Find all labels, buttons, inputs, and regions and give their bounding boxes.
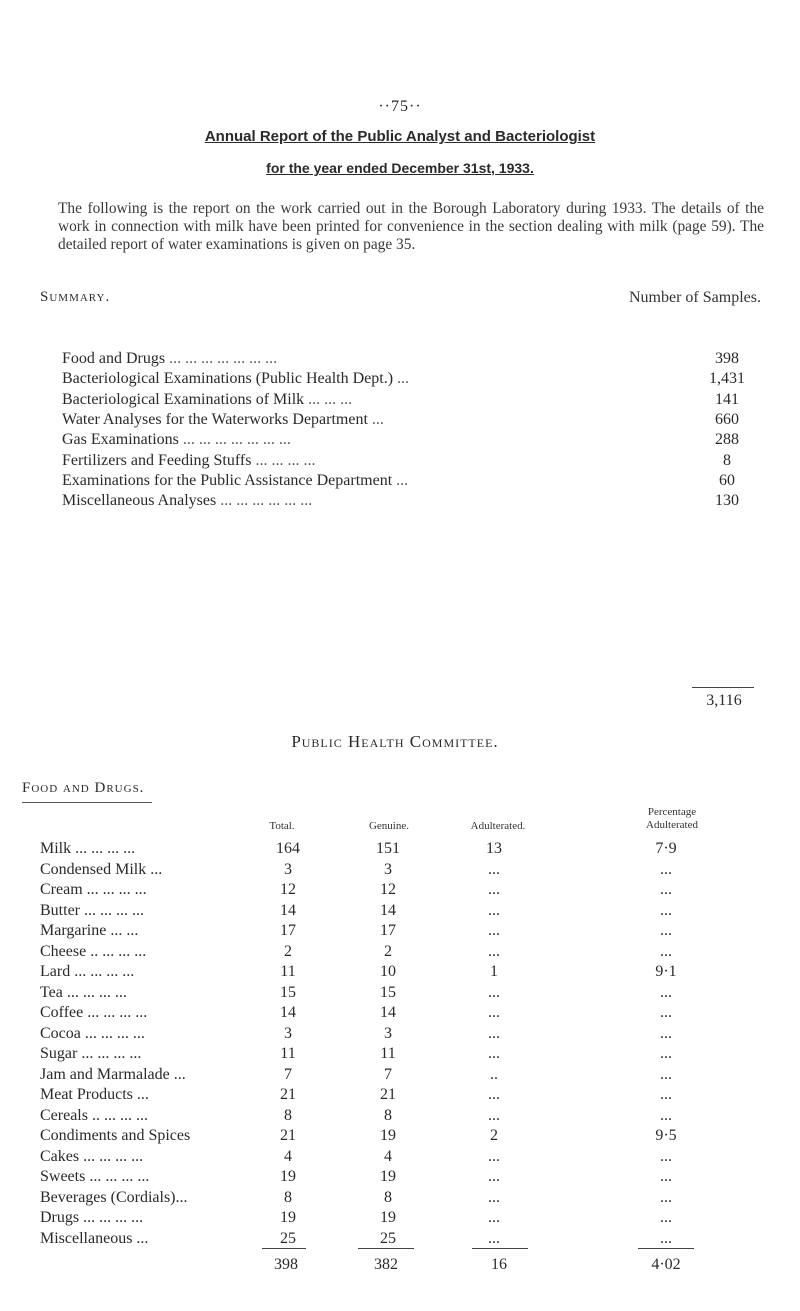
summary-row-value: 288: [715, 431, 739, 449]
food-item-percentage: ...: [660, 1147, 672, 1165]
total-total: 398: [274, 1256, 298, 1273]
food-item-total: 12: [280, 881, 296, 898]
food-item-name: Cheese .. ... ... ...: [40, 942, 147, 960]
summary-total-rule: [692, 687, 754, 688]
food-item-adulterated: ...: [488, 1229, 500, 1247]
summary-row-label: [62, 472, 408, 490]
leader-dots: ... ... ... ... ... ... ...: [178, 431, 291, 449]
food-item-genuine: 19: [380, 1168, 396, 1185]
food-item-percentage: ...: [660, 881, 672, 898]
food-item-genuine: 15: [380, 983, 396, 1001]
food-item-percentage: ...: [660, 1024, 672, 1042]
food-item-name: Margarine ... ...: [40, 922, 139, 939]
col-header-total: Total.: [269, 820, 295, 832]
food-item-genuine: 14: [380, 1004, 396, 1021]
food-item-name: Meat Products ...: [40, 1086, 149, 1103]
food-item-adulterated: 1: [490, 963, 498, 980]
leader-dots: ... ... ... ... ... ...: [216, 492, 313, 510]
food-item-genuine: 11: [380, 1045, 396, 1062]
food-item-genuine: 151: [376, 840, 400, 857]
summary-row-value: 1,431: [709, 370, 745, 388]
total-genuine: 382: [374, 1256, 398, 1273]
food-item-adulterated: ...: [488, 901, 500, 919]
food-item-adulterated: 2: [490, 1127, 498, 1144]
food-item-total: 21: [280, 1086, 296, 1103]
summary-row: [62, 370, 772, 390]
summary-row-label-text: Bacteriological Examinations of Milk: [62, 390, 305, 408]
summary-row-value: 398: [715, 350, 739, 367]
table-row: [40, 1107, 770, 1129]
food-item-adulterated: ...: [488, 1086, 500, 1103]
food-heading: Food and Drugs.: [22, 780, 145, 796]
food-item-adulterated: ...: [488, 860, 500, 878]
summary-row-label-text: Food and Drugs: [62, 350, 166, 367]
leader-dots: ...: [393, 370, 410, 388]
summary-row: [62, 492, 772, 512]
table-row: [40, 1189, 770, 1211]
table-row: [40, 1209, 770, 1231]
total-percentage: 4·02: [651, 1256, 681, 1273]
col-header-percentage: Percentage Adulterated: [646, 806, 698, 831]
food-item-total: 25: [280, 1229, 296, 1247]
report-title: [0, 128, 800, 145]
intro-paragraph: The following is the report on the work carried out in the Borough Laboratory during 1933. The details of the work in connection with milk have been printed for convenience in the section dealing with milk (page 59). The detailed report of water examinations is given on page 35.: [58, 200, 764, 253]
summary-row: [62, 452, 772, 472]
food-item-percentage: ...: [660, 983, 672, 1001]
food-item-genuine: 8: [384, 1188, 392, 1206]
summary-row: [62, 350, 772, 370]
food-item-adulterated: ...: [488, 942, 500, 960]
table-row: [40, 943, 770, 965]
food-item-adulterated: ...: [488, 1024, 500, 1042]
food-item-total: 21: [280, 1127, 296, 1144]
summary-row-label: [62, 391, 352, 409]
food-item-genuine: 2: [384, 942, 392, 960]
summary-row-label-text: Water Analyses for the Waterworks Department: [62, 410, 368, 428]
food-item-percentage: ...: [660, 1168, 672, 1185]
table-row: [40, 1066, 770, 1088]
leader-dots: ...: [392, 471, 409, 489]
food-item-name: Lard ... ... ... ...: [40, 963, 135, 980]
food-item-genuine: 21: [380, 1086, 396, 1103]
table-row: [40, 922, 770, 944]
food-item-genuine: 3: [384, 860, 392, 878]
table-row: [40, 902, 770, 924]
report-subtitle: [0, 160, 800, 176]
food-item-name: Cream ... ... ... ...: [40, 881, 147, 898]
food-item-adulterated: ...: [488, 1004, 500, 1021]
summary-total: 3,116: [706, 692, 742, 709]
food-item-adulterated: ..: [490, 1065, 498, 1083]
col-header-adulterated: Adulterated.: [470, 820, 526, 832]
summary-row-label: [62, 411, 384, 429]
table-row: [40, 840, 770, 862]
table-row: [40, 1168, 770, 1190]
food-item-percentage: ...: [660, 1106, 672, 1124]
food-item-name: Beverages (Cordials)...: [40, 1188, 188, 1206]
leader-dots: ... ... ...: [304, 390, 353, 408]
food-item-name: Milk ... ... ... ...: [40, 840, 136, 857]
food-item-adulterated: 13: [486, 840, 502, 857]
summary-row-label-text: Examinations for the Public Assistance Department: [62, 471, 393, 489]
food-item-adulterated: ...: [488, 1168, 500, 1185]
food-item-name: Jam and Marmalade ...: [40, 1065, 186, 1083]
food-item-percentage: ...: [660, 1004, 672, 1021]
food-item-total: 15: [280, 983, 296, 1001]
food-item-percentage: ...: [660, 1065, 672, 1083]
table-row: [40, 963, 770, 985]
table-row: [40, 1086, 770, 1108]
food-item-total: 19: [280, 1168, 296, 1185]
total-rule-percentage: [638, 1248, 694, 1249]
food-item-genuine: 4: [384, 1147, 392, 1165]
summary-row-value: 130: [715, 492, 739, 510]
food-item-percentage: ...: [660, 922, 672, 939]
food-item-name: Cocoa ... ... ... ...: [40, 1024, 145, 1042]
food-item-name: Butter ... ... ... ...: [40, 901, 144, 919]
food-item-genuine: 3: [384, 1024, 392, 1042]
summary-row: [62, 431, 772, 451]
report-title-text: Annual Report of the Public Analyst and Bacteriologist: [204, 128, 596, 145]
food-item-genuine: 7: [384, 1065, 392, 1083]
food-item-total: 11: [280, 963, 296, 980]
summary-row-label: [62, 492, 312, 510]
table-row: [40, 861, 770, 883]
table-row: [40, 1127, 770, 1149]
food-item-name: Sugar ... ... ... ...: [40, 1045, 142, 1062]
food-item-adulterated: ...: [488, 922, 500, 939]
summary-row-label-text: Gas Examinations: [62, 431, 179, 449]
summary-row-value: 141: [715, 390, 739, 408]
food-item-adulterated: ...: [488, 881, 500, 898]
food-item-percentage: 7·9: [655, 840, 677, 857]
food-item-name: Coffee ... ... ... ...: [40, 1004, 148, 1021]
food-item-total: 164: [276, 840, 300, 857]
food-item-adulterated: ...: [488, 1106, 500, 1124]
summary-row-label: [62, 431, 291, 449]
food-item-percentage: 9·5: [655, 1127, 677, 1144]
food-item-percentage: ...: [660, 1209, 672, 1226]
summary-column-heading: Number of Samples.: [629, 289, 761, 306]
summary-row: [62, 411, 772, 431]
summary-row-value: 8: [723, 451, 731, 469]
food-item-total: 7: [284, 1065, 292, 1083]
total-adulterated: 16: [491, 1256, 507, 1273]
food-item-genuine: 19: [380, 1127, 396, 1144]
summary-row-label: [62, 350, 277, 368]
total-rule-total: [262, 1248, 306, 1249]
food-item-total: 19: [280, 1209, 296, 1226]
food-item-percentage: ...: [660, 901, 672, 919]
food-item-total: 8: [284, 1188, 292, 1206]
food-item-percentage: ...: [660, 942, 672, 960]
summary-row: [62, 472, 772, 492]
food-item-total: 14: [280, 901, 296, 919]
table-row: [40, 1025, 770, 1047]
col-header-genuine: Genuine.: [368, 820, 409, 832]
summary-row: [62, 391, 772, 411]
leader-dots: ... ... ... ...: [251, 451, 316, 469]
food-item-genuine: 8: [384, 1106, 392, 1124]
food-item-percentage: ...: [660, 1229, 672, 1247]
food-item-total: 2: [284, 942, 292, 960]
summary-row-label: [62, 370, 409, 388]
food-item-name: Cakes ... ... ... ...: [40, 1147, 144, 1165]
food-item-adulterated: ...: [488, 983, 500, 1001]
food-item-name: Drugs ... ... ... ...: [40, 1209, 144, 1226]
food-item-name: Sweets ... ... ... ...: [40, 1168, 150, 1185]
food-item-genuine: 12: [380, 881, 396, 898]
food-item-genuine: 17: [380, 922, 396, 939]
food-item-adulterated: ...: [488, 1188, 500, 1206]
summary-row-label: [62, 452, 315, 470]
food-item-total: 14: [280, 1004, 296, 1021]
food-item-name: Cereals .. ... ... ...: [40, 1106, 148, 1124]
leader-dots: ... ... ... ... ... ... ...: [165, 350, 278, 367]
total-rule-genuine: [358, 1248, 414, 1249]
food-item-name: Condensed Milk ...: [40, 860, 163, 878]
food-item-total: 11: [280, 1045, 296, 1062]
food-item-percentage: ...: [660, 1188, 672, 1206]
leader-dots: ...: [367, 410, 384, 428]
food-item-percentage: 9·1: [655, 963, 677, 980]
food-item-name: Tea ... ... ... ...: [40, 983, 127, 1001]
food-item-adulterated: ...: [488, 1209, 500, 1226]
table-row: [40, 984, 770, 1006]
page-number: ··75··: [378, 98, 422, 115]
food-item-total: 17: [280, 922, 296, 939]
food-heading-rule: [22, 802, 152, 803]
summary-row-label-text: Bacteriological Examinations (Public Health Dept.): [62, 370, 394, 388]
food-item-genuine: 14: [380, 901, 396, 919]
food-item-name: Condiments and Spices: [40, 1127, 191, 1144]
food-item-genuine: 19: [380, 1209, 396, 1226]
committee-heading: Public Health Committee.: [291, 732, 499, 751]
food-item-adulterated: ...: [488, 1045, 500, 1062]
food-item-percentage: ...: [660, 1086, 672, 1103]
food-item-adulterated: ...: [488, 1147, 500, 1165]
food-item-percentage: ...: [660, 1045, 672, 1062]
food-item-name: Miscellaneous ...: [40, 1229, 149, 1247]
summary-row-label-text: Miscellaneous Analyses: [62, 492, 217, 510]
summary-heading: Summary.: [40, 289, 111, 305]
total-rule-adulterated: [472, 1248, 528, 1249]
food-item-genuine: 10: [380, 963, 396, 980]
summary-row-label-text: Fertilizers and Feeding Stuffs: [62, 451, 252, 469]
food-item-total: 8: [284, 1106, 292, 1124]
food-item-total: 4: [284, 1147, 292, 1165]
table-row: [40, 1045, 770, 1067]
table-row: [40, 1148, 770, 1170]
food-item-percentage: ...: [660, 860, 672, 878]
food-item-total: 3: [284, 860, 292, 878]
table-row: [40, 1004, 770, 1026]
report-subtitle-text: for the year ended December 31st, 1933.: [266, 160, 534, 176]
summary-row-value: 60: [719, 471, 735, 489]
table-row: [40, 881, 770, 903]
food-item-genuine: 25: [380, 1229, 396, 1247]
summary-row-value: 660: [715, 410, 739, 428]
food-item-total: 3: [284, 1024, 292, 1042]
